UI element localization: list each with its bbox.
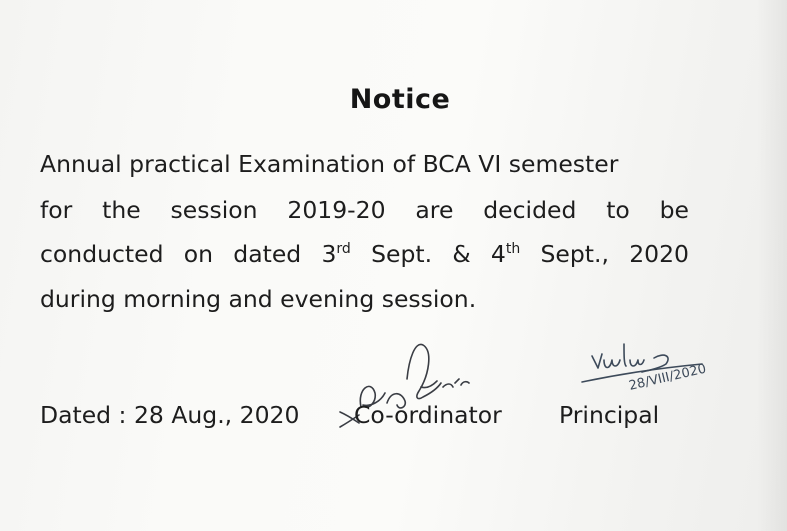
- dated-label: Dated : 28 Aug., 2020: [40, 401, 300, 429]
- principal-signature-date: 28/VIII/2020: [627, 361, 708, 394]
- coordinator-label: Co-ordinator: [354, 401, 502, 429]
- notice-body-line-1: Annual practical Examination of BCA VI semester: [40, 150, 619, 178]
- notice-body-line-3: [40, 240, 689, 268]
- principal-label: Principal: [559, 401, 660, 429]
- ordinal-suffix-rd: rd: [336, 241, 351, 257]
- notice-body-line-2: for the session 2019-20 are decided to be: [40, 196, 689, 224]
- notice-body-line-4: during morning and evening session.: [40, 285, 477, 313]
- ordinal-suffix-th: th: [505, 241, 521, 257]
- line-3-text-c: Sept., 2020: [520, 240, 689, 268]
- line-3-text-b: Sept. & 4: [350, 240, 506, 268]
- page-edge-shadow: [757, 0, 787, 531]
- line-3-text-a: conducted on dated 3: [40, 240, 337, 268]
- notice-title: Notice: [349, 84, 451, 115]
- principal-signature: [580, 330, 750, 405]
